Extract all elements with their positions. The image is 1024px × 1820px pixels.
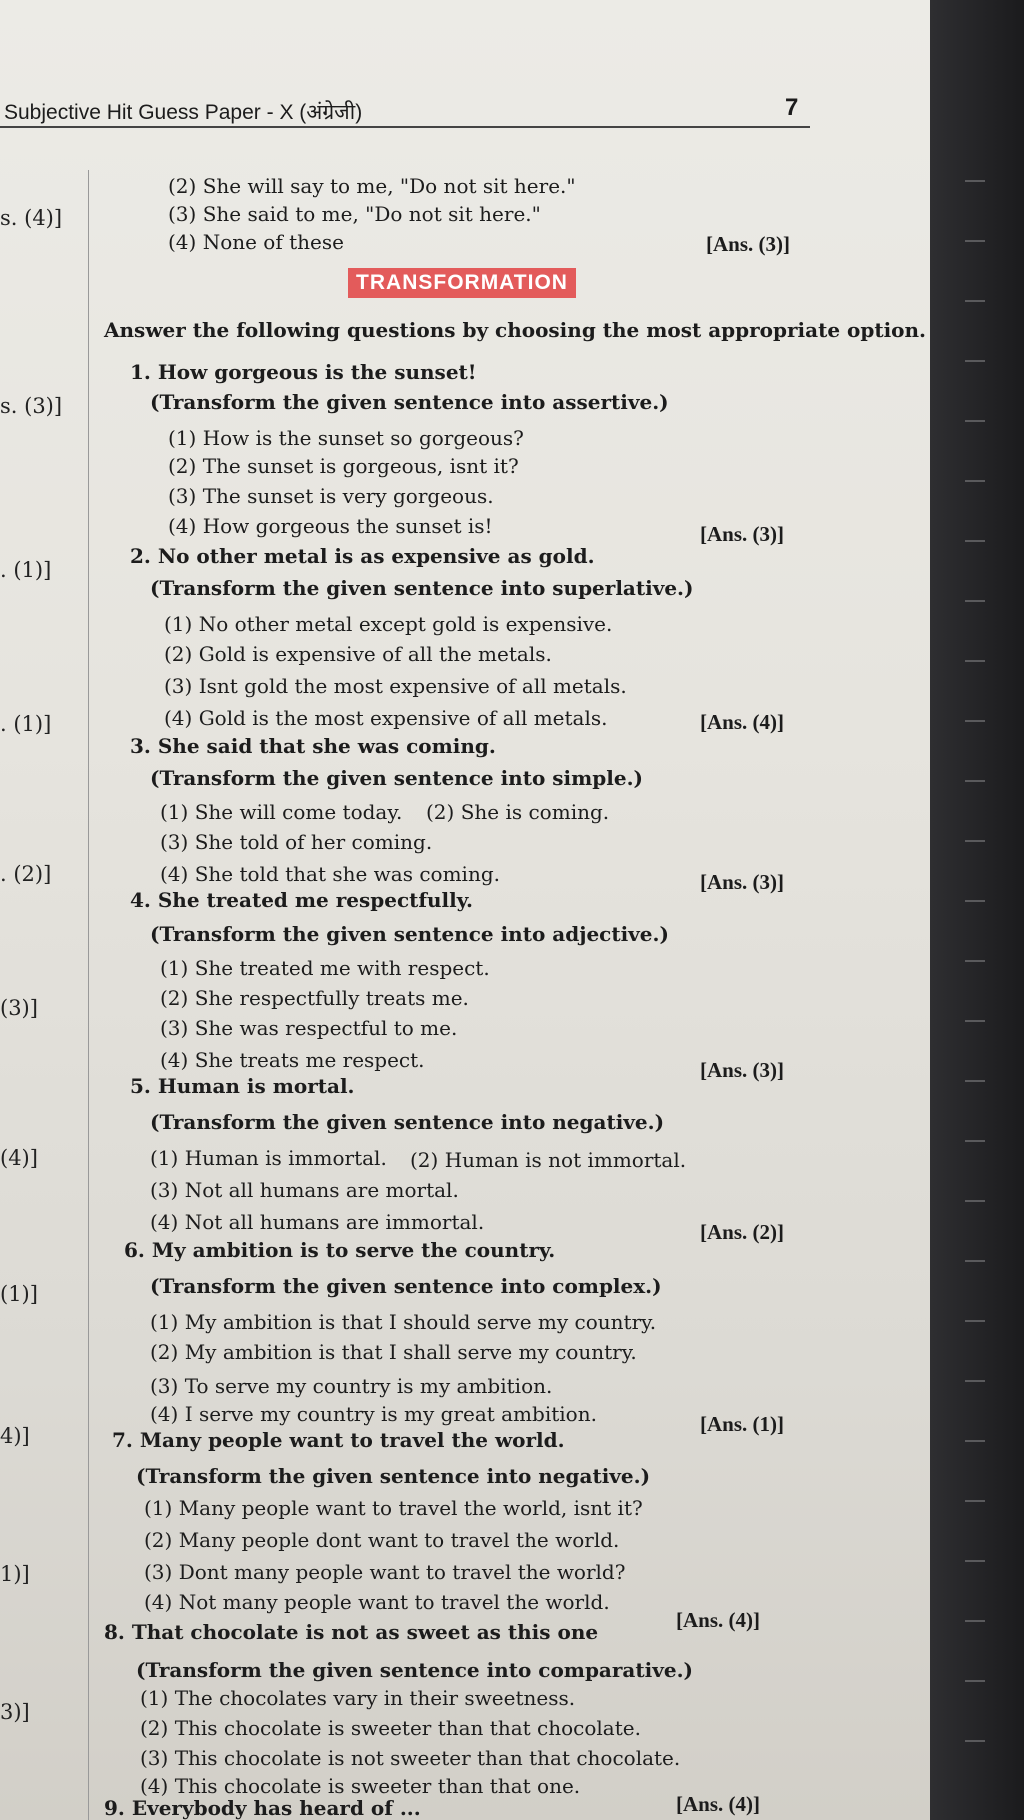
option: (3) She was respectful to me.: [160, 1016, 458, 1040]
edge-tick: [965, 360, 985, 362]
option: (4) She told that she was coming.: [160, 862, 500, 886]
option: (2) This chocolate is sweeter than that chocolate.: [140, 1716, 641, 1740]
option: (3) She said to me, "Do not sit here.": [168, 202, 541, 226]
edge-tick: [965, 660, 985, 662]
answer-label: [Ans. (4)]: [676, 1792, 760, 1816]
question-instruction: (Transform the given sentence into adjective.): [150, 922, 669, 946]
question-text: 2. No other metal is as expensive as gold.: [130, 544, 595, 568]
option: (4) Not all humans are immortal.: [150, 1210, 485, 1234]
section-directions: Answer the following questions by choosing the most appropriate option.: [104, 318, 927, 342]
answer-label: [Ans. (3)]: [700, 870, 784, 894]
question-instruction: (Transform the given sentence into simple.): [150, 766, 644, 790]
edge-tick: [965, 300, 985, 302]
option: (4) None of these: [168, 230, 344, 254]
question-instruction: (Transform the given sentence into complex.): [150, 1274, 662, 1298]
option: (2) She respectfully treats me.: [160, 986, 469, 1010]
option: (1) She treated me with respect.: [160, 956, 490, 980]
option: (4) How gorgeous the sunset is!: [168, 514, 493, 538]
option: (1) Many people want to travel the world, isnt it?: [144, 1496, 643, 1520]
edge-tick: [965, 600, 985, 602]
question-instruction: (Transform the given sentence into negative.): [136, 1464, 651, 1488]
edge-tick: [965, 1320, 985, 1322]
margin-answer: 4)]: [0, 1424, 30, 1448]
answer-label: [Ans. (4)]: [676, 1608, 760, 1632]
option: (1) She will come today.: [160, 800, 403, 824]
edge-tick: [965, 180, 985, 182]
edge-tick: [965, 1080, 985, 1082]
edge-tick: [965, 900, 985, 902]
edge-tick: [965, 480, 985, 482]
answer-label: [Ans. (4)]: [700, 710, 784, 734]
question-text: 8. That chocolate is not as sweet as this one: [104, 1620, 599, 1644]
option: (3) Isnt gold the most expensive of all metals.: [164, 674, 627, 698]
edge-tick: [965, 1740, 985, 1742]
column-divider: [88, 170, 89, 1820]
option: (1) How is the sunset so gorgeous?: [168, 426, 524, 450]
edge-tick: [965, 1680, 985, 1682]
option: (4) She treats me respect.: [160, 1048, 425, 1072]
question-instruction: (Transform the given sentence into comparative.): [136, 1658, 693, 1682]
edge-tick: [965, 1440, 985, 1442]
option: (3) The sunset is very gorgeous.: [168, 484, 494, 508]
page-number: 7: [785, 94, 799, 121]
option: (2) Many people dont want to travel the world.: [144, 1528, 620, 1552]
edge-tick: [965, 1140, 985, 1142]
answer-label: [Ans. (2)]: [700, 1220, 784, 1244]
option: (2) Gold is expensive of all the metals.: [164, 642, 552, 666]
margin-answer: s. (4)]: [0, 206, 63, 230]
edge-tick: [965, 1560, 985, 1562]
question-text: 6. My ambition is to serve the country.: [124, 1238, 556, 1262]
option: (3) Not all humans are mortal.: [150, 1178, 459, 1202]
option: (4) Gold is the most expensive of all metals.: [164, 706, 608, 730]
edge-tick: [965, 1380, 985, 1382]
question-text: 4. She treated me respectfully.: [130, 888, 474, 912]
question-text: 9. Everybody has heard of ...: [104, 1796, 421, 1820]
question-text: 5. Human is mortal.: [130, 1074, 355, 1098]
answer-label: [Ans. (3)]: [700, 522, 784, 546]
option: (2) Human is not immortal.: [410, 1148, 687, 1172]
edge-tick: [965, 1260, 985, 1262]
option: (4) I serve my country is my great ambition.: [150, 1402, 597, 1426]
margin-answer: . (2)]: [0, 862, 52, 886]
option: (2) The sunset is gorgeous, isnt it?: [168, 454, 519, 478]
question-text: 3. She said that she was coming.: [130, 734, 496, 758]
option: (4) This chocolate is sweeter than that one.: [140, 1774, 581, 1798]
edge-tick: [965, 1500, 985, 1502]
option: (2) She will say to me, "Do not sit here.": [168, 174, 576, 198]
option: (3) Dont many people want to travel the world?: [144, 1560, 626, 1584]
margin-answer: (4)]: [0, 1146, 38, 1170]
option: (2) My ambition is that I shall serve my country.: [150, 1340, 637, 1364]
option: (1) Human is immortal.: [150, 1146, 387, 1170]
option: (3) She told of her coming.: [160, 830, 433, 854]
option: (1) The chocolates vary in their sweetness.: [140, 1686, 576, 1710]
margin-answer: . (1)]: [0, 712, 52, 736]
margin-answer: (3)]: [0, 996, 38, 1020]
option: (2) She is coming.: [426, 800, 610, 824]
edge-tick: [965, 1620, 985, 1622]
edge-tick: [965, 720, 985, 722]
edge-tick: [965, 840, 985, 842]
option: (3) This chocolate is not sweeter than that chocolate.: [140, 1746, 681, 1770]
page-edge-background: [930, 0, 1024, 1820]
edge-tick: [965, 780, 985, 782]
option: (1) My ambition is that I should serve my country.: [150, 1310, 657, 1334]
question-instruction: (Transform the given sentence into superlative.): [150, 576, 694, 600]
edge-tick: [965, 1200, 985, 1202]
edge-tick: [965, 240, 985, 242]
margin-answer: (1)]: [0, 1282, 38, 1306]
answer-label: [Ans. (1)]: [700, 1412, 784, 1436]
margin-answer: 3)]: [0, 1700, 30, 1724]
option: (4) Not many people want to travel the world.: [144, 1590, 610, 1614]
question-text: 1. How gorgeous is the sunset!: [130, 360, 477, 384]
edge-tick: [965, 420, 985, 422]
section-title: TRANSFORMATION: [348, 268, 576, 298]
margin-answer: . (1)]: [0, 558, 52, 582]
paper-title: Subjective Hit Guess Paper - X (अंग्रेजी): [4, 101, 363, 124]
option: (3) To serve my country is my ambition.: [150, 1374, 553, 1398]
margin-answer: s. (3)]: [0, 394, 63, 418]
option: (1) No other metal except gold is expensive.: [164, 612, 613, 636]
answer-label: [Ans. (3)]: [706, 232, 790, 256]
question-text: 7. Many people want to travel the world.: [112, 1428, 565, 1452]
edge-tick: [965, 540, 985, 542]
edge-tick: [965, 1020, 985, 1022]
edge-tick: [965, 960, 985, 962]
question-instruction: (Transform the given sentence into negative.): [150, 1110, 665, 1134]
header-rule: [0, 126, 810, 128]
answer-label: [Ans. (3)]: [700, 1058, 784, 1082]
margin-answer: 1)]: [0, 1562, 30, 1586]
question-instruction: (Transform the given sentence into assertive.): [150, 390, 669, 414]
